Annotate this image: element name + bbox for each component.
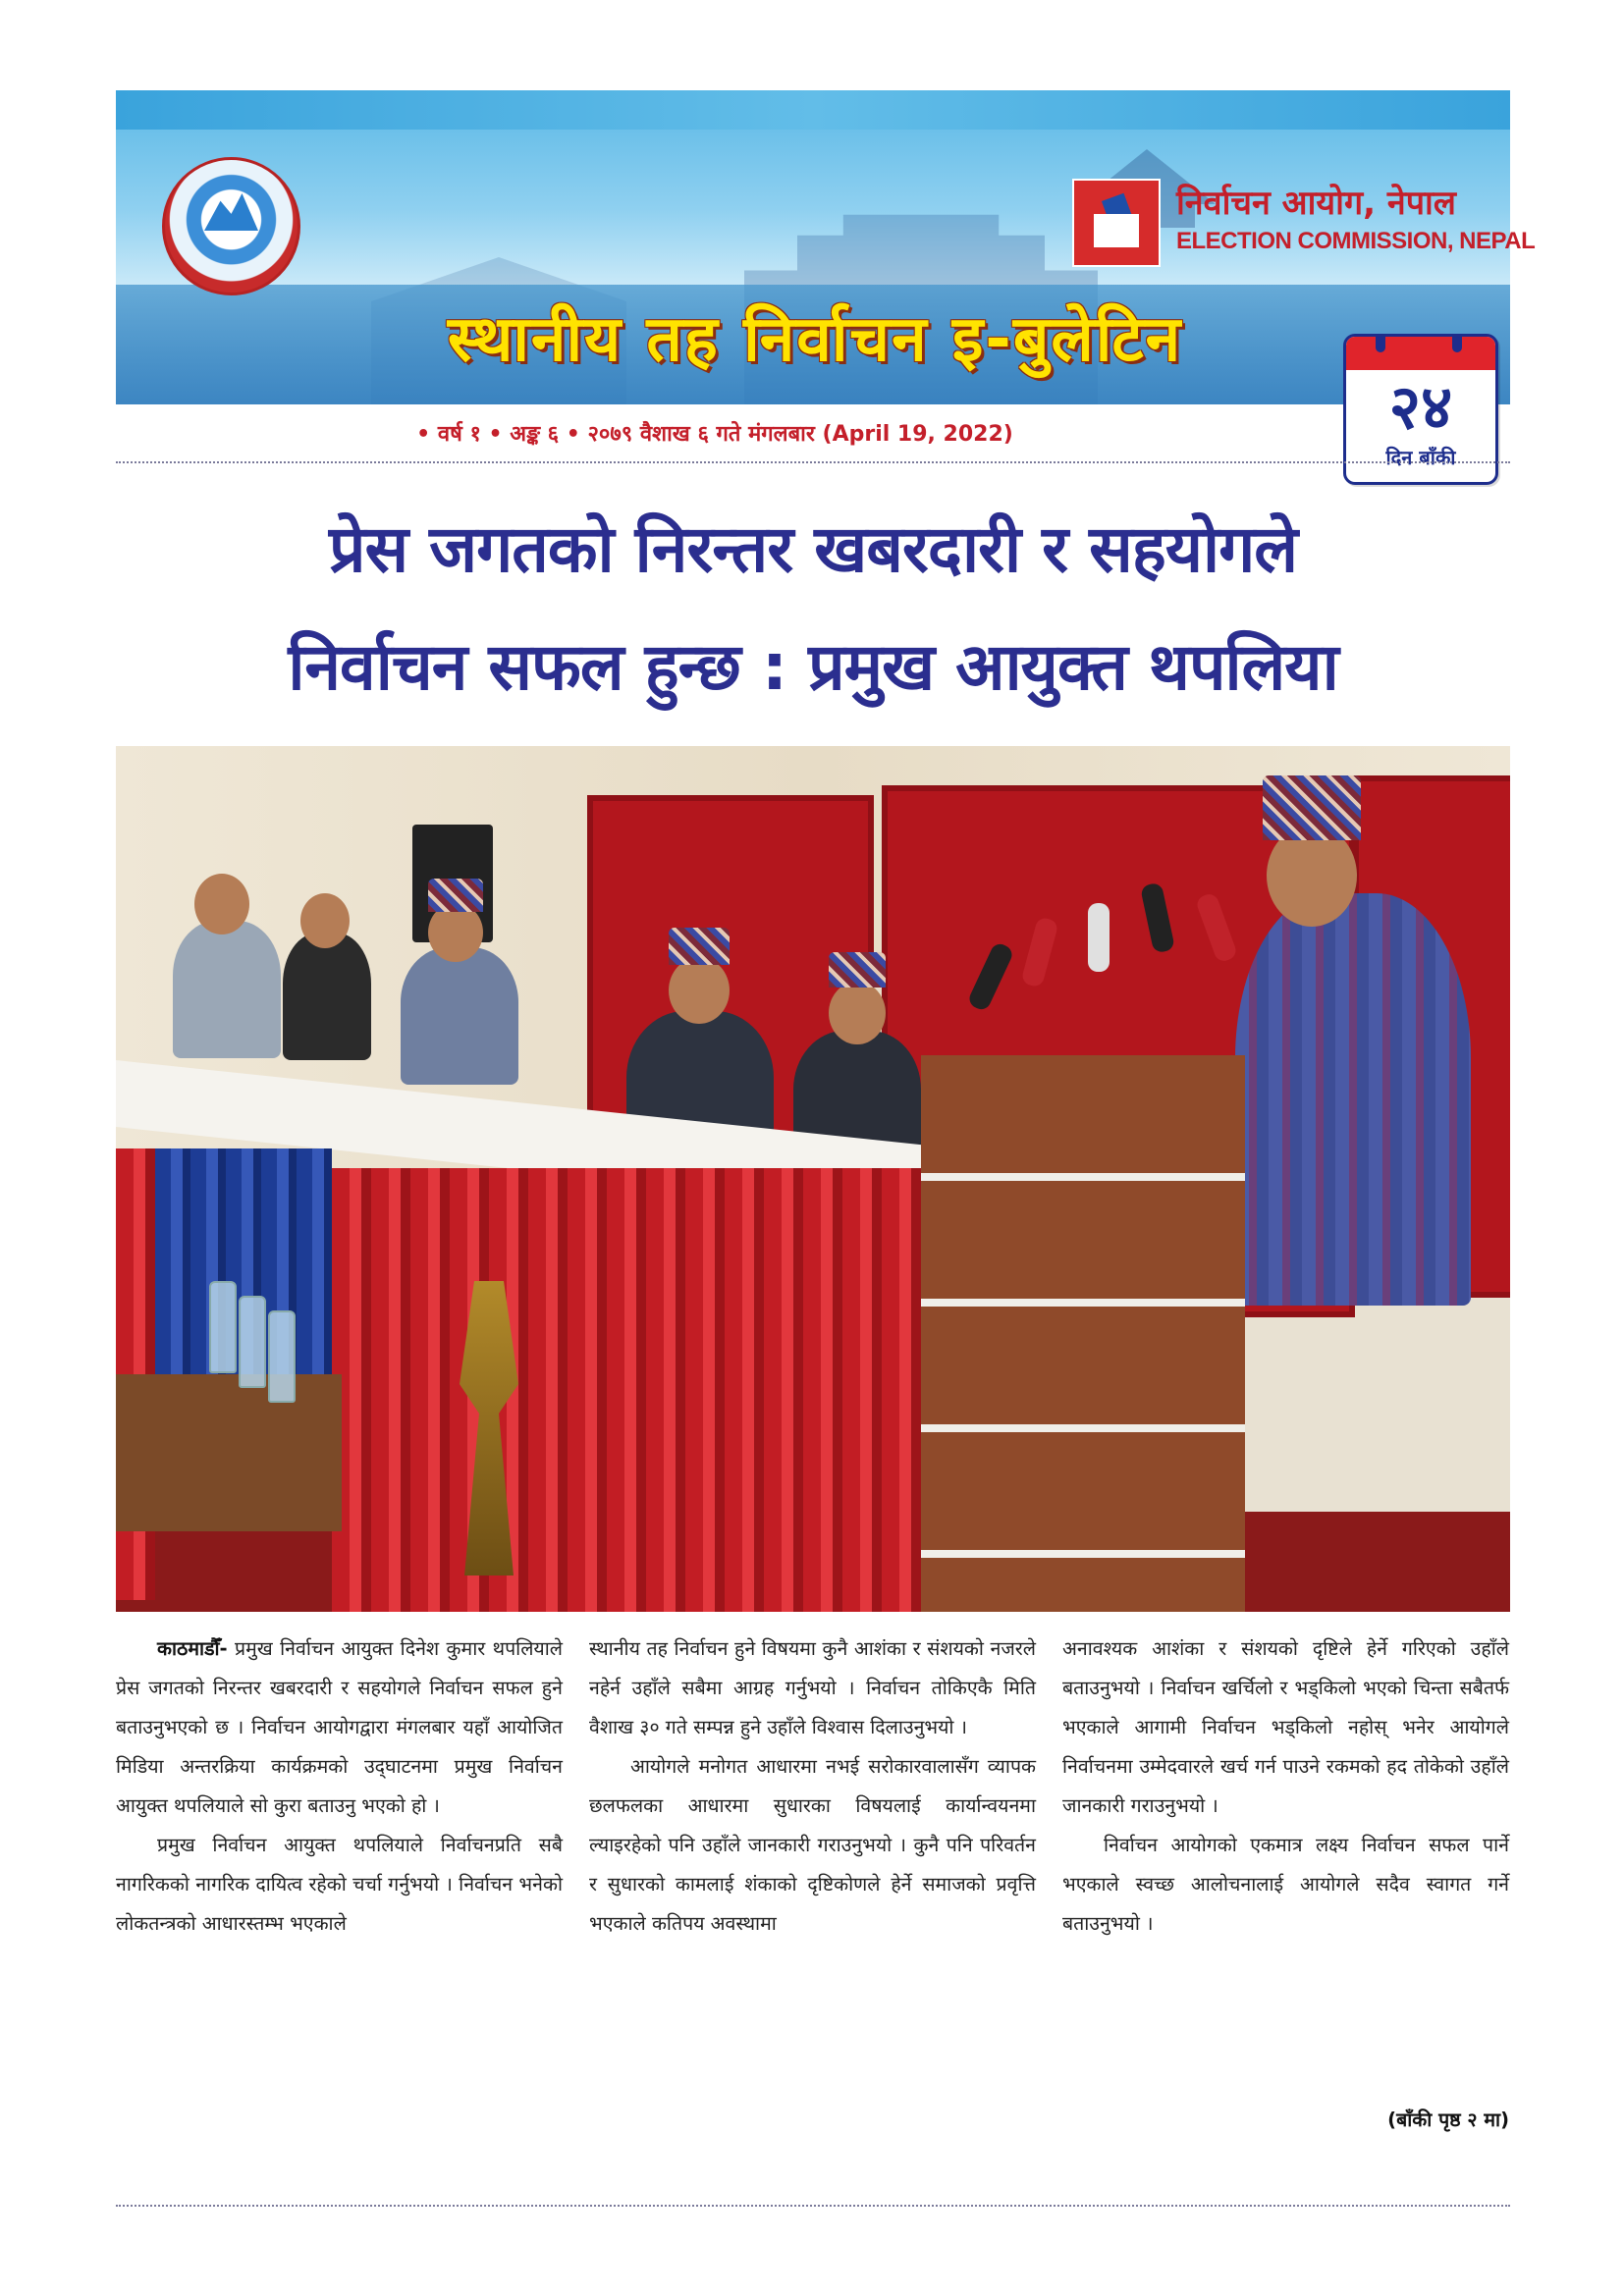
ballot-box [1094, 214, 1139, 247]
photo-dhaka-topi [1263, 775, 1361, 840]
article-paragraph [116, 1629, 563, 1826]
calendar-ring [1452, 334, 1462, 352]
divider-bottom [116, 2205, 1510, 2207]
nepal-emblem-icon [162, 157, 300, 295]
photo-person-head [428, 903, 483, 962]
photo-water-bottle [209, 1281, 237, 1373]
article-column-3 [1062, 1629, 1509, 1944]
article-paragraph: स्थानीय तह निर्वाचन हुने विषयमा कुनै आशंका र संशयको नजरले नहेर्न उहाँले सबैमा आग्रह गर्नुभयो । निर्वाचन तोकिएकै मिति वैशाख ३० गते सम्पन्न हुने उहाँले विश्वास दिलाउनुभयो । [589, 1637, 1036, 1738]
photo-person-head [300, 893, 350, 948]
photo-person-head [829, 982, 886, 1044]
article-paragraph: अनावश्यक आशंका र संशयको दृष्टिले हेर्ने गरिएको उहाँले बताउनुभयो । निर्वाचन खर्चिलो र भड्किलो भएको चिन्ता सबैतर्फ भएकाले आगामी निर्वाचन भड्किलो नहोस् भनेर आयोगले निर्वाचनमा उम्मेदवारले खर्च गर्न पाउने रकमको हद तोकेको उहाँले जानकारी गराउनुभयो । [1062, 1637, 1509, 1817]
article-headline [116, 491, 1510, 726]
photo-dhaka-topi [428, 879, 483, 912]
issue-info: • वर्ष १ • अङ्क ६ • २०७९ वैशाख ६ गते मंगलबार (April 19, 2022) [416, 422, 1013, 447]
photo-water-bottle [268, 1310, 296, 1403]
org-name-english: ELECTION COMMISSION, NEPAL [1176, 228, 1536, 254]
photo-person [283, 933, 371, 1060]
press-conference-photo [116, 746, 1510, 1612]
article-column-2 [589, 1629, 1036, 1944]
divider-top [116, 461, 1510, 463]
banner-sky [116, 90, 1510, 130]
photo-dhaka-topi [829, 952, 886, 988]
photo-water-bottle [239, 1296, 266, 1388]
calendar-ring [1376, 334, 1385, 352]
photo-dhaka-topi [669, 928, 730, 965]
org-name-nepali: निर्वाचन आयोग, नेपाल [1176, 184, 1456, 223]
photo-podium [921, 1055, 1245, 1612]
article-column-1 [116, 1629, 563, 1944]
article-paragraph: प्रमुख निर्वाचन आयुक्त थपलियाले निर्वाचनप्रति सबै नागरिकको नागरिक दायित्व रहेको चर्चा गर्नुभयो । निर्वाचन भनेको लोकतन्त्रको आधारस्तम्भ भएकाले [116, 1834, 563, 1935]
countdown-days: २४ [1388, 371, 1453, 443]
photo-person-head [194, 874, 249, 934]
continued-note: (बाँकी पृष्ठ २ मा) [1387, 2109, 1509, 2131]
headline-line-2: निर्वाचन सफल हुन्छ : प्रमुख आयुक्त थपलिया [288, 629, 1338, 705]
article-dateline: काठमाडौँ- [157, 1637, 228, 1660]
calendar-icon [1346, 337, 1495, 370]
headline-line-1: प्रेस जगतको निरन्तर खबरदारी र सहयोगले [328, 511, 1298, 587]
article-paragraph: आयोगले मनोगत आधारमा नभई सरोकारवालासँग व्यापक छलफलका आधारमा सुधारका विषयलाई कार्यान्वयनमा ल्याइरहेको पनि उहाँले जानकारी गराउनुभयो । कुनै पनि परिवर्तन र सुधारको कामलाई शंकाको दृष्टिकोणले हेर्ने समाजको प्रवृत्ति भएकाले कतिपय अवस्थामा [589, 1755, 1036, 1935]
photo-side-table [116, 1374, 342, 1531]
photo-person [173, 921, 281, 1058]
photo-speaker-person [1235, 893, 1471, 1306]
photo-microphone [1088, 903, 1110, 972]
photo-person-head [669, 957, 730, 1024]
article-text: प्रमुख निर्वाचन आयुक्त दिनेश कुमार थपलियाले प्रेस जगतको निरन्तर खबरदारी र सहयोगले निर्वाचन सफल हुने बताउनुभएको छ । निर्वाचन आयोगद्वारा मंगलबार यहाँ आयोजित मिडिया अन्तरक्रिया कार्यक्रमको उद्‌घाटनमा प्रमुख निर्वाचन आयुक्त थपलियाले सो कुरा बताउनु भएको हो । [116, 1637, 563, 1817]
countdown-label: दिन बाँकी [1385, 446, 1456, 469]
ballot-box-icon [1072, 179, 1161, 267]
bulletin-title: स्थानीय तह निर्वाचन इ-बुलेटिन [447, 303, 1183, 376]
article-paragraph: निर्वाचन आयोगको एकमात्र लक्ष्य निर्वाचन सफल पार्ने भएकाले स्वच्छ आलोचनालाई आयोगले सदैव स्वागत गर्ने बताउनुभयो । [1062, 1834, 1509, 1935]
